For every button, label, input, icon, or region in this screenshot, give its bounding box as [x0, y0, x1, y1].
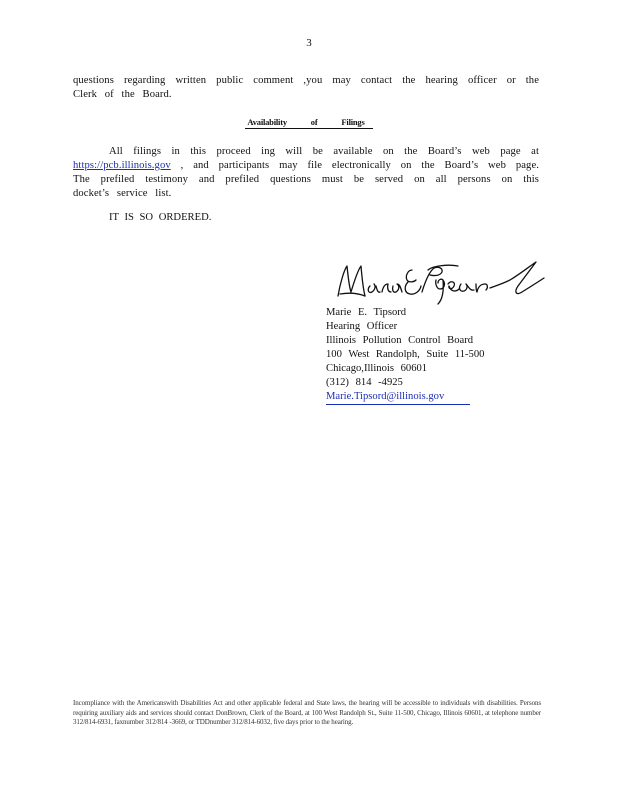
signer-name: Marie E. Tipsord — [326, 307, 407, 318]
email-link[interactable]: Marie.Tipsord@illinois.gov — [326, 390, 470, 405]
phone-number: (312) 814 -4925 — [326, 377, 403, 388]
board-website-link[interactable]: https://pcb.illinois.gov — [73, 160, 171, 171]
address-line-2: Chicago,Illinois 60601 — [326, 363, 428, 374]
signer-title: Hearing Officer — [326, 321, 398, 332]
signature-block — [326, 306, 484, 405]
availability-of-filings-heading: Availability of Filings — [245, 117, 372, 129]
filings-text-after-link: , and participants may file electronically on the Board’s web page. The prefiled testimony and prefiled questions must be served on all persons on this docket’s service list. — [73, 160, 539, 199]
filings-text-before-link: All filings in this proceed ing will be available on the Board’s web page at — [109, 146, 539, 157]
handwritten-signature — [330, 256, 550, 306]
accessibility-footnote: Incompliance with the Americanswith Disabilities Act and other applicable federal and State laws, the hearing will be accessible to individuals with disabilities. Persons requiring auxiliary aids and services should contact DonBrown, Clerk of the Board, at 100 West Randolph St., Suite 11-500, Chicago, Illinois 60601, at telephone number 312/814-6931, faxnumber 312/814 -3669, or TDDnumber 312/814-6032, five days prior to the hearing. — [73, 699, 541, 726]
filings-paragraph — [73, 145, 539, 201]
public-comment-paragraph: questions regarding written public comment ,you may contact the hearing officer or the Clerk of the Board. — [73, 75, 539, 100]
order-statement: IT IS SO ORDERED. — [109, 212, 212, 223]
signer-organization: Illinois Pollution Control Board — [326, 335, 474, 346]
page-number: 3 — [306, 37, 312, 49]
section-heading-container — [0, 117, 618, 129]
address-line-1: 100 West Randolph, Suite 11-500 — [326, 349, 485, 360]
